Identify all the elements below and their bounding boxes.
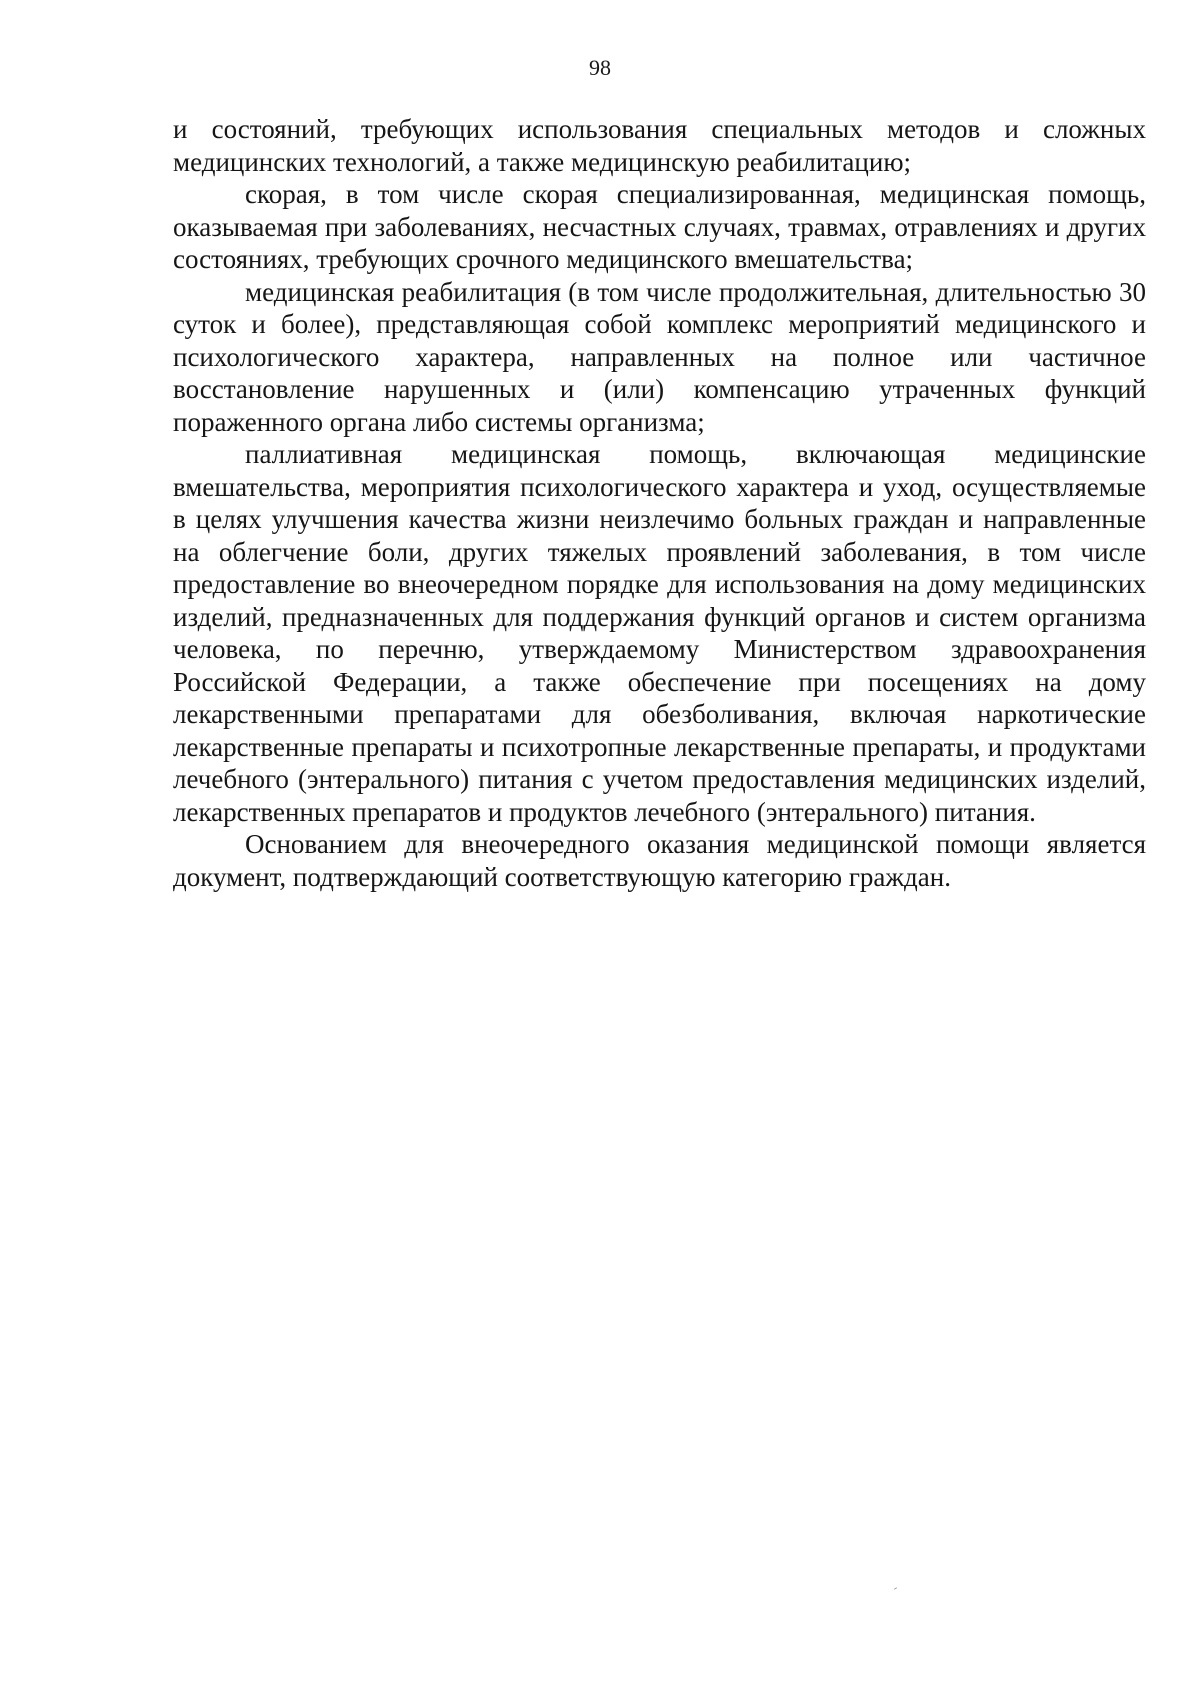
scan-artifact: [894, 1587, 897, 1589]
paragraph-rehabilitation: медицинская реабилитация (в том числе продолжительная, длительностью 30 суток и более), представляющая собой комплекс мероприятий медицинского и психологического характера, направленных на полное или частичное восстановление нарушенных и (или) компенсацию утраченных функций пораженного органа либо системы организма;: [173, 276, 1146, 437]
paragraph-priority-basis: Основанием для внеочередного оказания медицинской помощи является документ, подтверждающий соответствующую категорию граждан.: [173, 829, 1146, 892]
document-body: [173, 113, 1146, 893]
paragraph-continuation: и состояний, требующих использования специальных методов и сложных медицинских технологий, а также медицинскую реабилитацию;: [173, 114, 1146, 177]
paragraph-palliative-care: паллиативная медицинская помощь, включающая медицинские вмешательства, мероприятия психологического характера и уход, осуществляемые в целях улучшения качества жизни неизлечимо больных граждан и направленные на облегчение боли, других тяжелых проявлений заболевания, в том числе предоставление во внеочередном порядке для использования на дому медицинских изделий, предназначенных для поддержания функций органов и систем организма человека, по перечню, утверждаемому Министерством здравоохранения Российской Федерации, а также обеспечение при посещениях на дому лекарственными препаратами для обезболивания, включая наркотические лекарственные препараты и психотропные лекарственные препараты, и продуктами лечебного (энтерального) питания с учетом предоставления медицинских изделий, лекарственных препаратов и продуктов лечебного (энтерального) питания.: [173, 439, 1146, 827]
paragraph-emergency-care: скорая, в том числе скорая специализированная, медицинская помощь, оказываемая при заболеваниях, несчастных случаях, травмах, отравлениях и других состояниях, требующих срочного медицинского вмешательства;: [173, 179, 1146, 274]
page-number: 98: [589, 55, 611, 80]
